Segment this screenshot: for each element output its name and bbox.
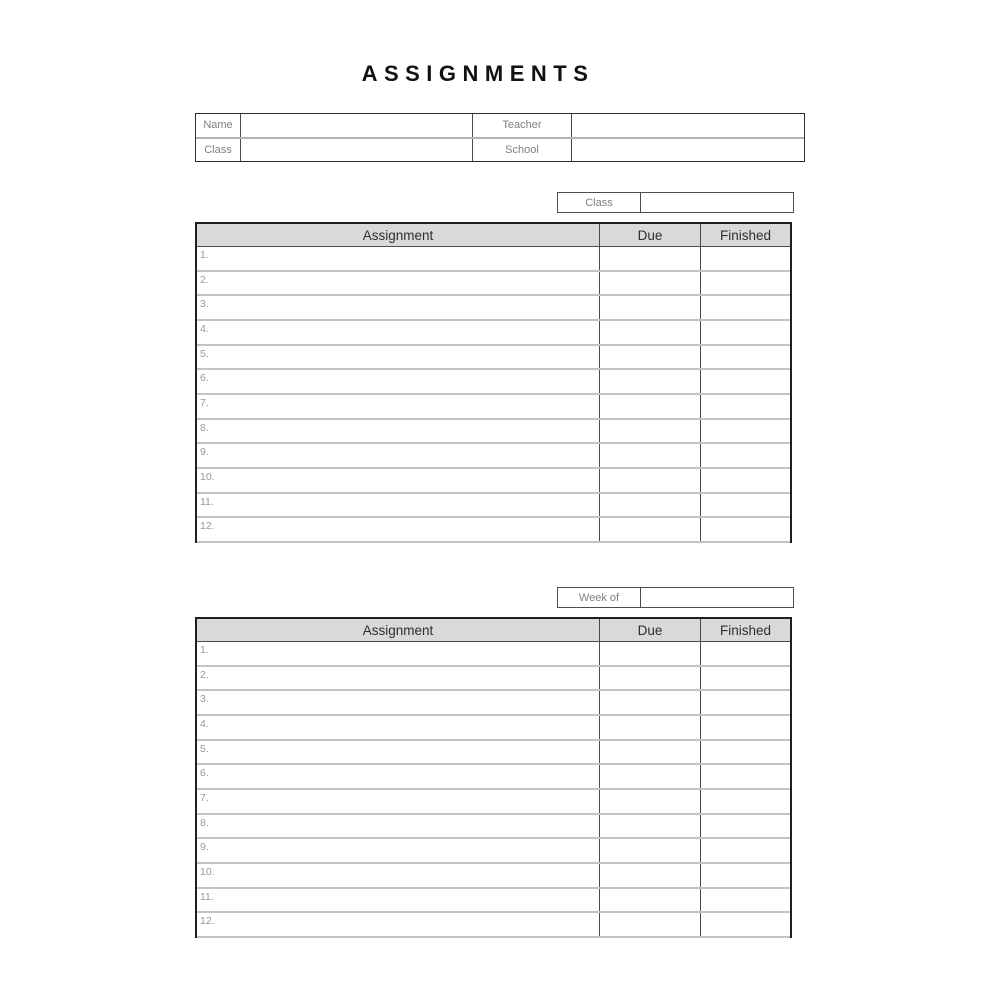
due-cell[interactable] [600,691,701,714]
assignment-value [197,272,599,295]
finished-cell[interactable] [701,741,790,764]
table-row [197,864,790,889]
finished-cell[interactable] [701,247,790,270]
table-row [197,741,790,766]
row-number: 4. [200,717,209,730]
due-cell[interactable] [600,469,701,492]
assignment-value [197,765,599,788]
due-cell[interactable] [600,913,701,936]
finished-cell[interactable] [701,815,790,838]
row-number: 3. [200,298,209,311]
assignment-value [197,370,599,393]
assignment-value [197,321,599,344]
row-number: 1. [200,644,209,656]
info-row-class-school [196,139,804,162]
assignment-cell[interactable] [197,420,600,443]
assignment-cell[interactable] [197,395,600,418]
assignment-cell[interactable] [197,691,600,714]
assignment-cell[interactable] [197,741,600,764]
row-number: 12. [200,915,215,928]
assignment-table-week [195,617,792,938]
assignment-value [197,444,599,467]
due-cell[interactable] [600,642,701,665]
finished-cell[interactable] [701,716,790,739]
column-header-due: Due [600,224,701,246]
finished-cell[interactable] [701,667,790,690]
due-cell[interactable] [600,667,701,690]
assignment-cell[interactable] [197,518,600,541]
week-of-tag-box [557,587,794,608]
due-cell[interactable] [600,247,701,270]
finished-cell[interactable] [701,642,790,665]
due-cell[interactable] [600,321,701,344]
table-row [197,370,790,395]
finished-cell[interactable] [701,765,790,788]
table-row [197,839,790,864]
due-cell[interactable] [600,864,701,887]
due-cell[interactable] [600,889,701,912]
assignment-cell[interactable] [197,444,600,467]
assignment-value [197,790,599,813]
assignment-cell[interactable] [197,667,600,690]
assignment-value [197,691,599,714]
class-tag-box [557,192,794,213]
row-number: 2. [200,273,209,286]
table-row [197,889,790,914]
row-number: 5. [200,742,209,755]
assignment-value [197,518,599,541]
table-row [197,420,790,445]
due-cell[interactable] [600,716,701,739]
assignment-value [197,469,599,492]
table-row [197,642,790,667]
row-number: 9. [200,841,209,854]
assignment-cell[interactable] [197,790,600,813]
assignment-cell[interactable] [197,864,600,887]
assignment-value [197,716,599,739]
row-number: 4. [200,322,209,335]
assignment-value [197,395,599,418]
assignment-value [197,864,599,887]
finished-cell[interactable] [701,296,790,319]
finished-cell[interactable] [701,518,790,541]
finished-cell[interactable] [701,864,790,887]
row-number: 1. [200,249,209,261]
row-number: 7. [200,396,209,409]
table-row [197,494,790,519]
assignment-cell[interactable] [197,815,600,838]
table-header-row [197,619,790,642]
row-number: 7. [200,791,209,804]
assignment-cell[interactable] [197,716,600,739]
assignment-value [197,815,599,838]
info-table [195,113,805,162]
finished-cell[interactable] [701,691,790,714]
table-row [197,346,790,371]
column-header-assignment: Assignment [197,619,600,641]
school-label: School [473,139,572,162]
assignment-cell[interactable] [197,913,600,936]
row-number: 11. [200,495,214,508]
table-row [197,691,790,716]
assignment-value [197,741,599,764]
week-of-tag-field[interactable] [641,588,793,607]
row-number: 8. [200,816,209,829]
info-row-name-teacher [196,114,804,139]
class-field[interactable] [241,139,473,162]
due-cell[interactable] [600,346,701,369]
row-number: 6. [200,372,209,385]
finished-cell[interactable] [701,370,790,393]
row-number: 9. [200,446,209,459]
table-row [197,790,790,815]
finished-cell[interactable] [701,395,790,418]
finished-cell[interactable] [701,494,790,517]
assignment-cell[interactable] [197,296,600,319]
row-number: 3. [200,693,209,706]
assignment-cell[interactable] [197,839,600,862]
finished-cell[interactable] [701,913,790,936]
assignment-value [197,839,599,862]
assignment-cell[interactable] [197,494,600,517]
due-cell[interactable] [600,444,701,467]
due-cell[interactable] [600,296,701,319]
row-number: 10. [200,865,215,878]
finished-cell[interactable] [701,790,790,813]
table-header-row [197,224,790,247]
assignment-value [197,642,599,665]
table-row [197,765,790,790]
row-number: 12. [200,520,215,533]
table-row [197,815,790,840]
assignment-value [197,420,599,443]
name-label: Name [196,114,241,137]
teacher-label: Teacher [473,114,572,137]
assignment-value [197,346,599,369]
finished-cell[interactable] [701,346,790,369]
assignment-cell[interactable] [197,469,600,492]
assignment-value [197,667,599,690]
assignment-cell[interactable] [197,321,600,344]
due-cell[interactable] [600,494,701,517]
assignment-cell[interactable] [197,346,600,369]
finished-cell[interactable] [701,469,790,492]
name-field[interactable] [241,114,473,137]
assignment-cell[interactable] [197,247,600,270]
finished-cell[interactable] [701,839,790,862]
row-number: 2. [200,668,209,681]
column-header-finished: Finished [719,227,772,243]
table-row [197,272,790,297]
due-cell[interactable] [600,370,701,393]
assignment-cell[interactable] [197,765,600,788]
assignment-value [197,494,599,517]
row-number: 5. [200,347,209,360]
due-cell[interactable] [600,741,701,764]
page-title: ASSIGNMENTS [361,61,595,86]
assignment-cell[interactable] [197,889,600,912]
due-cell[interactable] [600,420,701,443]
assignment-value [197,913,599,936]
table-row [197,321,790,346]
finished-cell[interactable] [701,444,790,467]
table-row [197,667,790,692]
due-cell[interactable] [600,765,701,788]
teacher-field[interactable] [572,114,804,137]
table-row [197,716,790,741]
class-tag-label: Class [558,193,641,212]
school-field[interactable] [572,139,804,162]
assignment-cell[interactable] [197,370,600,393]
column-header-finished: Finished [719,622,772,638]
due-cell[interactable] [600,790,701,813]
assignment-cell[interactable] [197,642,600,665]
table-row [197,444,790,469]
table-row [197,247,790,272]
table-row [197,469,790,494]
due-cell[interactable] [600,815,701,838]
table-row [197,518,790,543]
row-number: 8. [200,421,209,434]
row-number: 11. [200,890,214,903]
column-header-assignment: Assignment [197,224,600,246]
column-header-due: Due [600,619,701,641]
assignment-value [197,247,599,270]
due-cell[interactable] [600,518,701,541]
class-label: Class [196,139,241,162]
assignment-cell[interactable] [197,272,600,295]
finished-cell[interactable] [701,420,790,443]
due-cell[interactable] [600,272,701,295]
due-cell[interactable] [600,839,701,862]
finished-cell[interactable] [701,889,790,912]
due-cell[interactable] [600,395,701,418]
row-number: 10. [200,470,215,483]
finished-cell[interactable] [701,321,790,344]
row-number: 6. [200,767,209,780]
assignment-value [197,889,599,912]
table-row [197,395,790,420]
table-row [197,296,790,321]
table-row [197,913,790,938]
class-tag-field[interactable] [641,193,793,212]
assignment-value [197,296,599,319]
table-body [197,247,790,543]
week-of-tag-label: Week of [558,588,641,607]
finished-cell[interactable] [701,272,790,295]
assignment-table-class [195,222,792,543]
table-body [197,642,790,938]
